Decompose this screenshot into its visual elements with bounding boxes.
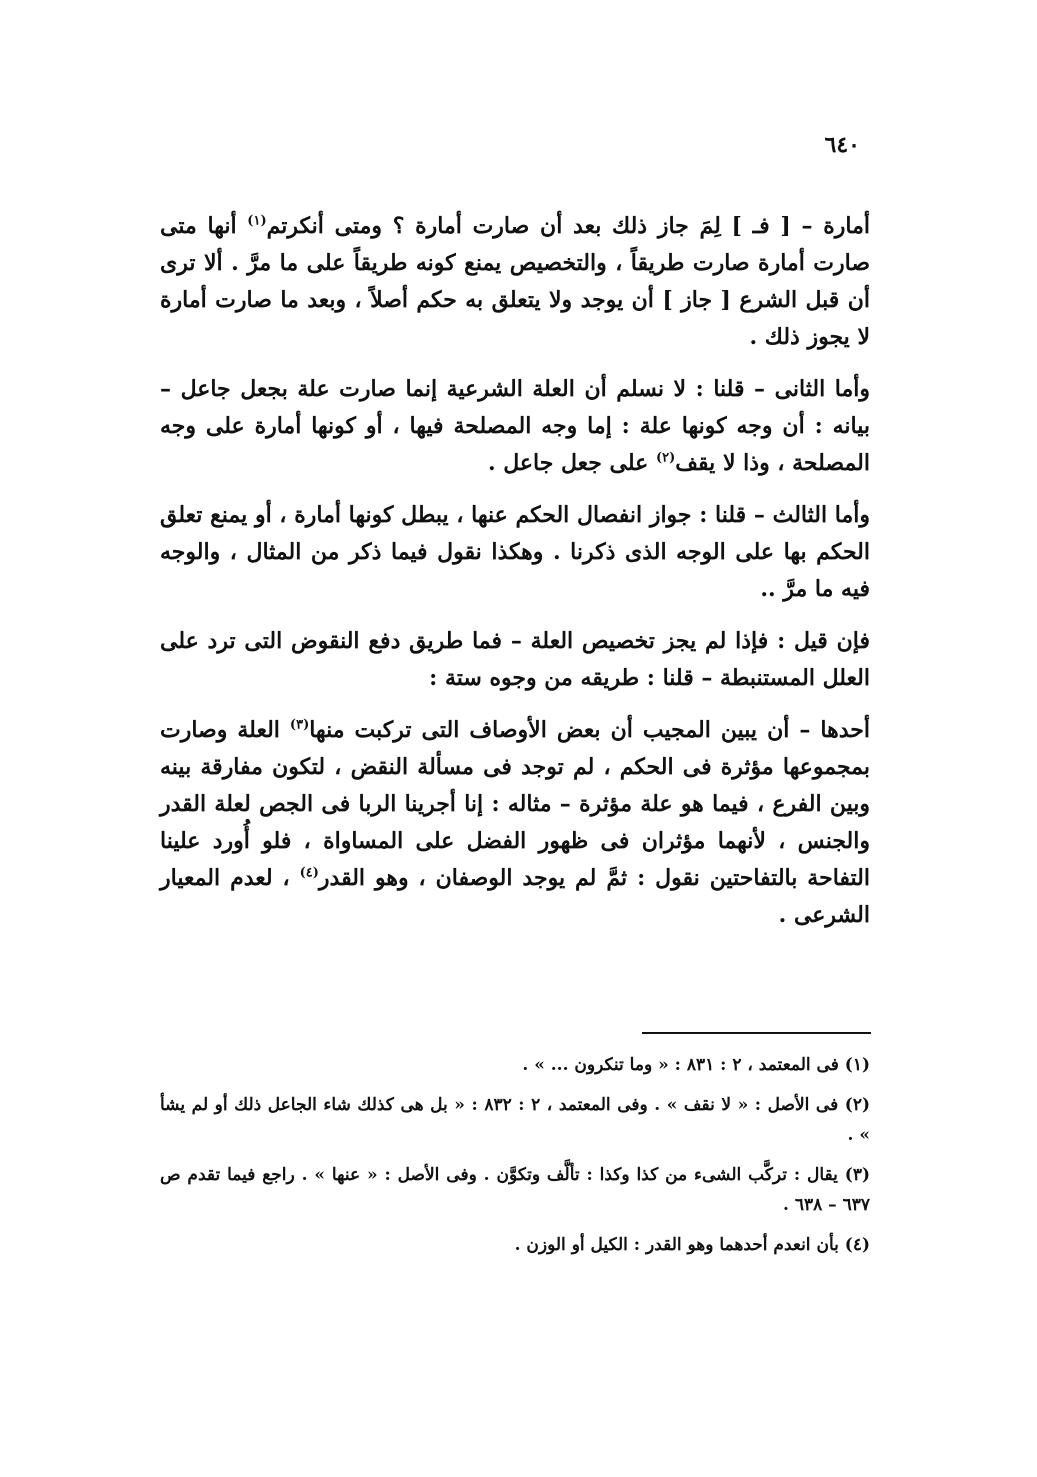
paragraph-text: العلة وصارت بمجموعها مؤثرة فى الحكم ، لم توجد فى مسألة النقض ، لتكون مفارقة بينه وبين الفرع ، فيما هو علة مؤثرة – مثاله : إنا أجرينا الربا فى الجص لعلة القدر والجنس ، لأنهما مؤثران فى ظهور الفضل على المساواة ، فلو أُورد علينا التفاحة بالتفاحتين نقول : ثمَّ لم يوجد الوصفان ، وهو القدر [160, 717, 870, 891]
footnote-4: (٤) بأن انعدم أحدهما وهو القدر : الكيل أو الوزن . [514, 1235, 870, 1255]
paragraph-5 [160, 712, 870, 934]
paragraph-text: وأما الثانى – قلنا : لا نسلم أن العلة الشرعية إنما صارت علة بجعل جاعل – بيانه : أن وجه كونها علة : إما وجه المصلحة فيها ، أو كونها أمارة على وجه المصلحة ، وذا لا يقف [160, 376, 870, 476]
main-text [160, 208, 870, 949]
footnote-marker: (٣) [289, 717, 310, 733]
footnote-1: (١) فى المعتمد ، ٢ : ٨٣١ : « وما تنكرون ... » . [522, 1055, 870, 1075]
paragraph-lead: فإن قيل [794, 628, 870, 654]
paragraph-1 [160, 208, 870, 356]
paragraph-text: أنها متى صارت أمارة صارت طريقاً ، والتخصيص يمنع كونه طريقاً على ما مرَّ . ألا ترى أن قبل الشرع [ جاز ] أن يوجد ولا يتعلق به حكم أصلاً ، وبعد ما صارت أمارة لا يجوز ذلك . [160, 213, 870, 350]
paragraph-text: أحدها – أن يبين المجيب أن بعض الأوصاف التى تركبت منها [309, 717, 870, 743]
paragraph-2 [160, 371, 870, 482]
paragraph-text: أمارة – [ فـ ] لِمَ جاز ذلك بعد أن صارت أمارة ؟ ومتى أنكرتم [266, 213, 870, 239]
footnote-marker: (٤) [299, 865, 319, 881]
paragraph-3 [160, 497, 870, 608]
paragraph-text: : فإذا لم يجز تخصيص العلة – فما طريق دفع النقوض التى ترد على العلل المستنبطة – قلنا : طريقه من وجوه ستة : [160, 628, 870, 691]
footnotes [160, 1050, 870, 1270]
footnote-marker: (١) [247, 213, 267, 229]
footnote-3: (٣) يقال : تركَّب الشىء من كذا وكذا : تألَّف وتكوَّن . وفى الأصل : « عنها » . راجع فيما تقدم ص ٦٣٧ – ٦٣٨ . [160, 1165, 870, 1215]
footnote-divider [642, 1032, 871, 1034]
paragraph-text: وأما الثالث – قلنا : جواز انفصال الحكم عنها ، يبطل كونها أمارة ، أو يمنع تعلق الحكم بها على الوجه الذى ذكرنا . وهكذا نقول فيما ذكر من المثال ، والوجه فيه ما مرَّ .. [160, 502, 870, 602]
footnote-2: (٢) فى الأصل : « لا نقف » . وفى المعتمد ، ٢ : ٨٣٢ : « بل هى كذلك شاء الجاعل ذلك أو لم يشأ » . [160, 1095, 870, 1145]
page-number: ٦٤٠ [824, 132, 860, 158]
paragraph-text: ، لعدم المعيار الشرعى . [160, 865, 870, 928]
paragraph-4 [160, 623, 870, 697]
footnote-marker: (٢) [655, 450, 676, 466]
paragraph-text: على جعل جاعل . [487, 450, 656, 476]
